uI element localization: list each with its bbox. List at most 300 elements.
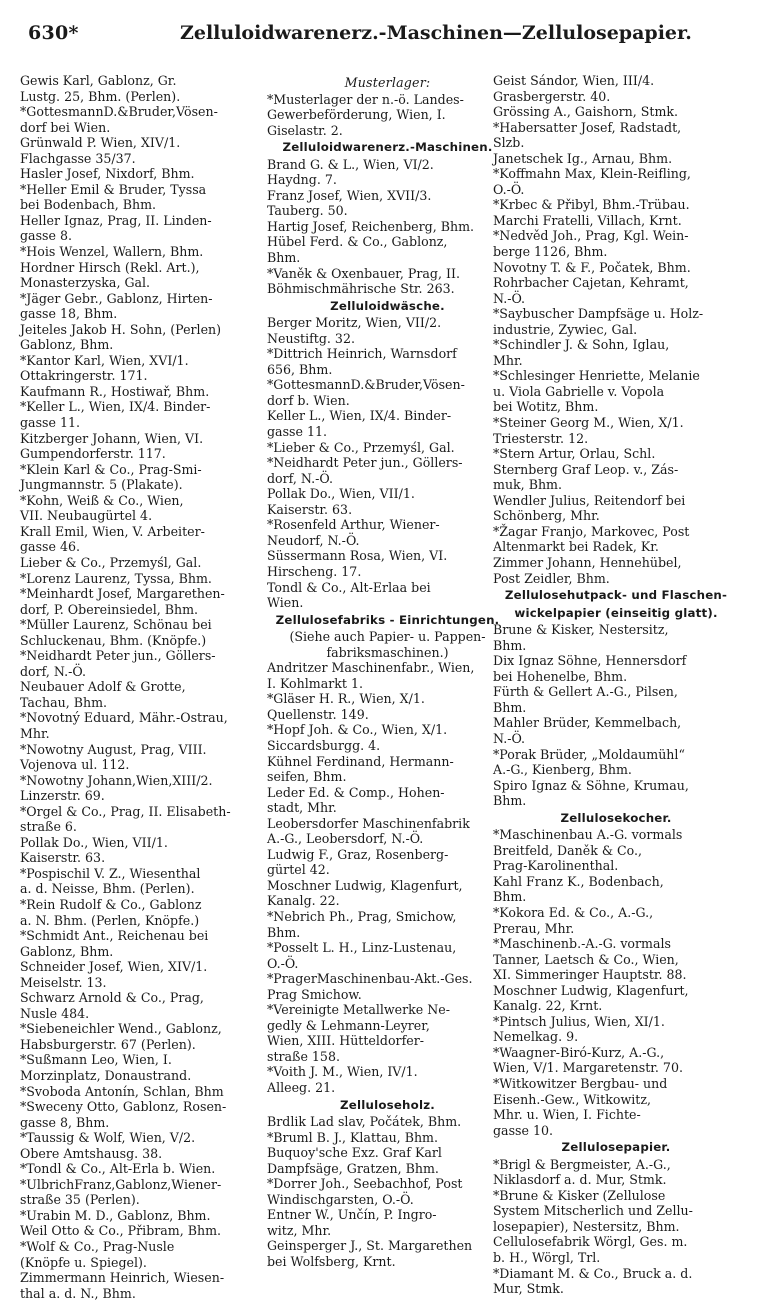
directory-entry (20, 896, 253, 928)
entry-line: *Siebeneichler Wend., Gablonz, (20, 1021, 222, 1037)
entry-line: Brdlik Lad slav, Počátek, Bhm. (267, 1114, 462, 1130)
directory-entry (493, 684, 731, 715)
directory-entry (493, 1013, 731, 1045)
entry-line: Kitzberger Johann, Wien, VI. (20, 430, 204, 446)
directory-entry (493, 1076, 731, 1138)
entry-line: losepapier), Nestersitz, Bhm. (493, 1218, 680, 1234)
entry-line: straße 158. (267, 1048, 340, 1064)
entry-line: Wien. (267, 595, 304, 611)
entry-line: *GottesmannD.&Bruder,Vösen- (267, 377, 465, 393)
entry-line: *Heller Emil & Bruder, Tyssa (20, 181, 207, 197)
entry-line: Marchi Fratelli, Villach, Krnt. (493, 212, 682, 228)
directory-entry (20, 834, 253, 866)
entry-line: I. Kohlmarkt 1. (267, 675, 363, 691)
entry-line: dorf, P. Obereinsiedel, Bhm. (20, 601, 199, 617)
directory-entry (20, 554, 253, 571)
entry-line: Flachgasse 35/37. (20, 150, 136, 166)
entry-line: Janetschek Ig., Arnau, Bhm. (493, 150, 673, 166)
entry-line: straße 35 (Perlen). (20, 1192, 140, 1208)
directory-entry (20, 648, 253, 679)
entry-line: Alleeg. 21. (267, 1080, 336, 1095)
entry-line: Jeiteles Jakob H. Sohn, (Perlen) (20, 321, 222, 337)
section-note (275, 629, 500, 660)
entry-line: *Kantor Karl, Wien, XVI/1. (20, 352, 189, 368)
entry-line: gasse 8. (20, 228, 72, 244)
entry-line: *Stern Artur, Orlau, Schl. (493, 446, 656, 462)
entry-line: Post Zeidler, Bhm. (493, 570, 610, 586)
entry-line: Wendler Julius, Reitendorf bei (493, 492, 686, 508)
entry-line: Schneider Josef, Wien, XIV/1. (20, 959, 208, 975)
entry-line: Hasler Josef, Nixdorf, Bhm. (20, 166, 195, 182)
entry-line: *Maschinenb.-A.-G. vormals (493, 936, 671, 952)
section-heading: Zelluloseholz. (340, 1097, 435, 1112)
entry-line: Tachau, Bhm. (20, 694, 108, 710)
entry-line: *Pospischil V. Z., Wiesenthal (20, 865, 201, 881)
directory-entry (20, 244, 253, 260)
entry-line: *Keller L., Wien, IX/4. Binder- (20, 399, 211, 415)
entry-line: *Koffmahn Max, Klein-Reifling, (493, 166, 691, 182)
directory-entry (20, 865, 253, 897)
column-middle (267, 73, 500, 1270)
entry-line: Kaiserstr. 63. (20, 850, 106, 866)
entry-line: Berger Moritz, Wien, VII/2. (267, 315, 442, 331)
directory-entry (20, 166, 253, 182)
entry-line: Wien, V/1. Margaretenstr. 70. (493, 1060, 683, 1076)
entry-line: Tauberg. 50. (267, 203, 348, 219)
entry-line: Prag Smichow. (267, 986, 362, 1002)
entry-line: Kanalg. 22. (267, 893, 340, 909)
directory-entry (267, 91, 500, 139)
entry-line: Meiselstr. 13. (20, 974, 107, 990)
directory-entry (267, 877, 500, 909)
entry-line: *Schlesinger Henriette, Melanie (493, 368, 700, 384)
directory-entry (20, 321, 253, 353)
entry-line: Leder Ed. & Comp., Hohen- (267, 784, 445, 800)
directory-entry (267, 439, 500, 456)
entry-line: Rohrbacher Cajetan, Kehramt, (493, 275, 689, 291)
entry-line: dorf, N.-Ö. (20, 663, 86, 679)
entry-line: Ottakringerstr. 171. (20, 368, 148, 384)
entry-line: Schwarz Arnold & Co., Prag, (20, 990, 204, 1006)
entry-line: *Žagar Franjo, Markovec, Post (493, 523, 690, 539)
entry-line: gasse 10. (493, 1122, 553, 1138)
entry-line: Lieber & Co., Przemyśl, Gal. (20, 554, 202, 570)
directory-entry (267, 1114, 500, 1130)
directory-entry (267, 1238, 500, 1270)
page-number: 630* (28, 22, 79, 44)
directory-entry (267, 1002, 500, 1064)
page-header (0, 22, 757, 52)
directory-entry (267, 846, 500, 878)
entry-line: Breitfeld, Daněk & Co., (493, 842, 643, 858)
entry-line: Habsburgerstr. 67 (Perlen). (20, 1036, 196, 1052)
entry-line: System Mitscherlich und Zellu- (493, 1203, 693, 1219)
entry-line: Linzerstr. 69. (20, 788, 105, 804)
entry-line: Eisenh.-Gew., Witkowitz, (493, 1091, 651, 1107)
directory-entry (267, 218, 500, 235)
entry-line: O.-Ö. (493, 181, 525, 197)
section-heading: Musterlager: (344, 75, 431, 90)
entry-line: *Orgel & Co., Prag, II. Elisabeth- (20, 803, 231, 819)
entry-line: muk, Bhm. (493, 477, 563, 493)
directory-entry (493, 904, 731, 936)
entry-line: Buquoy'sche Exz. Graf Karl (267, 1145, 442, 1161)
directory-entry (493, 873, 731, 905)
directory-entry (20, 1021, 253, 1052)
entry-line: *Schmidt Ant., Reichenau bei (20, 928, 209, 944)
directory-entry (20, 1176, 253, 1208)
entry-line: Moschner Ludwig, Klagenfurt, (267, 877, 463, 893)
entry-line: *Posselt L. H., Linz-Lustenau, (267, 940, 457, 956)
entry-line: *Brigl & Bergmeister, A.-G., (493, 1156, 671, 1172)
directory-entry (20, 461, 253, 493)
entry-line: a. d. Neisse, Bhm. (Perlen). (20, 881, 195, 897)
entry-line: Neubauer Adolf & Grotte, (20, 679, 186, 695)
entry-line: Dampfsäge, Gratzen, Bhm. (267, 1160, 439, 1176)
directory-entry (20, 1052, 253, 1083)
entry-line: bei Hohenelbe, Bhm. (493, 668, 628, 684)
entry-line: *Schindler J. & Sohn, Iglau, (493, 337, 670, 353)
entry-line: *Jäger Gebr., Gablonz, Hirten- (20, 290, 213, 306)
directory-entry (20, 492, 253, 524)
entry-line: *Vereinigte Metallwerke Ne- (267, 1002, 450, 1018)
directory-entry (493, 936, 731, 983)
directory-entry (267, 315, 500, 346)
directory-entry (493, 982, 731, 1014)
entry-line: *Taussig & Wolf, Wien, V/2. (20, 1130, 196, 1146)
entry-line: *Urabin M. D., Gablonz, Bhm. (20, 1207, 211, 1223)
entry-line: *Diamant M. & Co., Bruck a. d. (493, 1265, 693, 1281)
entry-line: Fürth & Gellert A.-G., Pilsen, (493, 684, 678, 700)
directory-entry (20, 959, 253, 990)
entry-line: bei Wolfsberg, Krnt. (267, 1254, 396, 1270)
entry-line: *Svoboda Antonín, Schlan, Bhm (20, 1083, 224, 1099)
directory-entry (493, 228, 731, 260)
directory-entry (493, 197, 731, 213)
entry-line: *Maschinenbau A.-G. vormals (493, 827, 683, 843)
entry-line: (Knöpfe u. Spiegel). (20, 1254, 147, 1270)
entry-line: *Waagner-Biró-Kurz, A.-G., (493, 1044, 665, 1060)
directory-entry (20, 430, 253, 462)
entry-line: Wien, XIII. Hütteldorfer- (267, 1033, 424, 1049)
entry-line: *Wolf & Co., Prag-Nusle (20, 1239, 175, 1255)
entry-line: Mur, Stmk. (493, 1281, 564, 1297)
entry-line: 656, Bhm. (267, 361, 333, 377)
directory-entry (267, 517, 500, 548)
directory-entry (20, 104, 253, 135)
entry-line: Sternberg Graf Leop. v., Zás- (493, 461, 679, 477)
entry-line: Ludwig F., Graz, Rosenberg- (267, 846, 449, 862)
entry-line: Neudorf, N.-Ö. (267, 532, 360, 548)
entry-line: straße 6. (20, 819, 77, 835)
entry-line: *Vaněk & Oxenbauer, Prag, II. (267, 265, 460, 281)
directory-entry (267, 1207, 500, 1238)
entry-line: *Steiner Georg M., Wien, X/1. (493, 415, 684, 431)
directory-entry (493, 715, 731, 746)
entry-line: *Bruml B. J., Klattau, Bhm. (267, 1129, 438, 1145)
entry-line: *Lorenz Laurenz, Tyssa, Bhm. (20, 570, 212, 586)
directory-entry (267, 722, 500, 753)
entry-line: Krall Emil, Wien, V. Arbeiter- (20, 523, 205, 539)
directory-entry (493, 415, 731, 446)
entry-line: *Witkowitzer Bergbau- und (493, 1076, 668, 1091)
directory-entry (20, 990, 253, 1021)
entry-line: bei Wotitz, Bhm. (493, 399, 599, 415)
entry-line: Bhm. (493, 889, 527, 905)
entry-line: Mhr. u. Wien, I. Fichte- (493, 1107, 641, 1123)
entry-line: Slzb. (493, 135, 525, 151)
entry-line: Pollak Do., Wien, VII/1. (267, 486, 415, 502)
directory-entry (267, 156, 500, 188)
entry-line: *Dorrer Joh., Seebachhof, Post (267, 1176, 463, 1192)
directory-entry (20, 772, 253, 804)
directory-entry (20, 259, 253, 291)
directory-entry (493, 1234, 731, 1266)
entry-line: gasse 8, Bhm. (20, 1114, 110, 1130)
directory-entry (267, 908, 500, 940)
directory-entry (20, 212, 253, 244)
entry-line: Kahl Franz K., Bodenbach, (493, 873, 664, 889)
directory-entry (20, 1239, 253, 1270)
directory-entry (493, 1044, 731, 1076)
entry-line: *Gläser H. R., Wien, X/1. (267, 691, 425, 707)
entry-line: Moschner Ludwig, Klagenfurt, (493, 982, 689, 998)
entry-line: b. H., Wörgl, Trl. (493, 1250, 601, 1266)
entry-line: u. Viola Gabrielle v. Vopola (493, 383, 665, 399)
entry-line: Bhm. (267, 250, 301, 266)
directory-entry (493, 104, 731, 120)
directory-entry (20, 679, 253, 710)
directory-entry (493, 1156, 731, 1188)
directory-entry (493, 777, 731, 809)
directory-entry (493, 259, 731, 276)
entry-line: berge 1126, Bhm. (493, 244, 608, 260)
directory-entry (20, 1083, 253, 1100)
entry-line: Windischgarsten, O.-Ö. (267, 1191, 414, 1207)
entry-line: Quellenstr. 149. (267, 706, 369, 722)
entry-line: witz, Mhr. (267, 1222, 332, 1238)
entry-line: Cellulosefabrik Wörgl, Ges. m. (493, 1234, 688, 1250)
entry-line: XI. Simmeringer Hauptstr. 88. (493, 967, 687, 983)
entry-line: Brand G. & L., Wien, VI/2. (267, 156, 434, 172)
entry-line: *Nedvěd Joh., Prag, Kgl. Wein- (493, 228, 689, 244)
directory-entry (267, 815, 500, 847)
entry-line: Bhm. (493, 699, 527, 715)
entry-line: *Hois Wenzel, Wallern, Bhm. (20, 244, 204, 260)
directory-entry (493, 119, 731, 151)
directory-entry (267, 971, 500, 1002)
entry-line: *Dittrich Heinrich, Warnsdorf (267, 346, 457, 362)
entry-line: *Musterlager der n.-ö. Landes- (267, 91, 464, 107)
entry-line: *Tondl & Co., Alt-Erla b. Wien. (20, 1161, 216, 1177)
entry-line: Mhr. (493, 352, 523, 368)
directory-entry (20, 352, 253, 384)
entry-line: Geinsperger J., St. Margarethen (267, 1238, 473, 1254)
entry-line: gasse 18, Bhm. (20, 306, 118, 322)
entry-line: Keller L., Wien, IX/4. Binder- (267, 408, 452, 424)
directory-entry (493, 446, 731, 462)
entry-line: N.-Ö. (493, 290, 526, 306)
entry-line: Grasbergerstr. 40. (493, 88, 611, 104)
entry-line: Gablonz, Bhm. (20, 943, 114, 959)
entry-line: Triesterstr. 12. (493, 430, 589, 446)
entry-line: gürtel 42. (267, 862, 330, 878)
directory-entry (20, 181, 253, 213)
entry-line: *Nebrich Ph., Prag, Smichow, (267, 908, 457, 924)
entry-line: *Neidhardt Peter jun., Göllers- (267, 455, 463, 471)
entry-line: *GottesmannD.&Bruder,Vösen- (20, 104, 218, 120)
column-left (20, 73, 253, 1301)
entry-line: *Saybuscher Dampfsäge u. Holz- (493, 306, 704, 322)
directory-entry (20, 1270, 253, 1301)
entry-line: Morzinplatz, Donaustrand. (20, 1068, 192, 1083)
entry-line: gasse 11. (20, 415, 80, 431)
entry-line: Neustiftg. 32. (267, 330, 355, 346)
directory-entry (20, 1223, 253, 1239)
directory-entry (493, 523, 731, 555)
entry-line: Novotny T. & F., Počatek, Bhm. (493, 259, 691, 275)
directory-entry (267, 408, 500, 440)
directory-entry (267, 548, 500, 579)
directory-entry (20, 383, 253, 400)
entry-line: *PragerMaschinenbau-Akt.-Ges. (267, 971, 473, 987)
entry-line: gasse 11. (267, 424, 327, 440)
entry-line: *Neidhardt Peter jun., Göllers- (20, 648, 216, 664)
section-heading: Zellulosekocher. (560, 810, 672, 825)
entry-line: *Kokora Ed. & Co., A.-G., (493, 904, 654, 920)
entry-line: Brune & Kisker, Nestersitz, (493, 622, 669, 638)
entry-line: *Rein Rudolf & Co., Gablonz (20, 896, 202, 912)
directory-entry (493, 166, 731, 197)
entry-line: *Sweceny Otto, Gablonz, Rosen- (20, 1099, 227, 1115)
directory-entry (20, 73, 253, 104)
entry-line: thal a. d. N., Bhm. (20, 1285, 136, 1301)
directory-entry (493, 461, 731, 493)
entry-line: *Meinhardt Josef, Margarethen- (20, 586, 225, 602)
entry-line: Zimmermann Heinrich, Wiesen- (20, 1270, 225, 1286)
directory-entry (493, 492, 731, 524)
directory-entry (267, 346, 500, 377)
entry-line: *Pintsch Julius, Wien, XI/1. (493, 1013, 665, 1029)
entry-line: A.-G., Leobersdorf, N.-Ö. (267, 831, 424, 847)
entry-line: Dix Ignaz Söhne, Hennersdorf (493, 653, 687, 669)
entry-line: Gumpendorferstr. 117. (20, 446, 166, 462)
entry-line: Bhm. (493, 637, 527, 653)
directory-entry (267, 1064, 500, 1095)
section-heading: Zellulosepapier. (561, 1140, 671, 1155)
entry-line: *Voith J. M., Wien, IV/1. (267, 1064, 418, 1080)
entry-line: Andritzer Maschinenfabr., Wien, (267, 660, 475, 676)
entry-line: Niklasdorf a. d. Mur, Stmk. (493, 1172, 667, 1188)
section-heading: Zelluloidwarenerz.-Maschinen. (282, 140, 493, 155)
directory-entry (20, 617, 253, 648)
entry-line: *Porak Brüder, „Moldaumühl“ (493, 746, 685, 762)
directory-entry (493, 1187, 731, 1235)
entry-line: (Siehe auch Papier- u. Pappen- (289, 629, 486, 645)
directory-entry (493, 554, 731, 586)
directory-entry (20, 586, 253, 617)
entry-line: Mhr. (20, 725, 50, 741)
directory-entry (267, 486, 500, 517)
entry-line: Gablonz, Bhm. (20, 337, 114, 353)
entry-line: Jungmannstr. 5 (Plakate). (20, 477, 183, 493)
entry-line: fabriksmaschinen.) (326, 644, 449, 660)
column-right (493, 73, 731, 1297)
entry-line: Altenmarkt bei Radek, Kr. (493, 539, 659, 555)
entry-line: Heller Ignaz, Prag, II. Linden- (20, 212, 212, 228)
section-heading: wickelpapier (einseitig glatt). (514, 605, 718, 620)
entry-line: Süssermann Rosa, Wien, VI. (267, 548, 448, 564)
entry-line: Kaufmann R., Hostiwař, Bhm. (20, 383, 210, 399)
directory-entry (493, 622, 731, 653)
entry-line: A.-G., Kienberg, Bhm. (493, 762, 632, 778)
directory-entry (20, 135, 253, 166)
entry-line: Franz Josef, Wien, XVII/3. (267, 187, 432, 203)
directory-entry (267, 187, 500, 219)
directory-entry (493, 337, 731, 368)
directory-entry (267, 784, 500, 816)
entry-line: Lustg. 25, Bhm. (Perlen). (20, 88, 181, 104)
directory-entry (493, 1265, 731, 1297)
entry-line: Giselastr. 2. (267, 122, 343, 138)
entry-line: *Rosenfeld Arthur, Wiener- (267, 517, 440, 533)
directory-entry (267, 234, 500, 266)
entry-line: Hartig Josef, Reichenberg, Bhm. (267, 218, 475, 234)
entry-line: Böhmischmährische Str. 263. (267, 281, 455, 297)
entry-line: Pollak Do., Wien, VII/1. (20, 834, 168, 850)
entry-line: Mahler Brüder, Kemmelbach, (493, 715, 682, 731)
entry-line: Kühnel Ferdinand, Hermann- (267, 753, 454, 769)
directory-entry (20, 928, 253, 959)
entry-line: Schluckenau, Bhm. (Knöpfe.) (20, 632, 207, 648)
entry-line: *Brune & Kisker (Zellulose (493, 1187, 666, 1203)
entry-line: Bhm. (493, 793, 527, 809)
directory-entry (493, 212, 731, 229)
directory-entry (20, 1161, 253, 1177)
entry-line: *Klein Karl & Co., Prag-Smi- (20, 461, 202, 477)
directory-entry (267, 753, 500, 785)
entry-line: O.-Ö. (267, 955, 299, 971)
entry-line: Hordner Hirsch (Rekl. Art.), (20, 259, 200, 275)
directory-entry (267, 1145, 500, 1176)
entry-line: VII. Neubaugürtel 4. (20, 508, 153, 524)
entry-line: *Sußmann Leo, Wien, I. (20, 1052, 172, 1068)
entry-line: gasse 46. (20, 539, 80, 555)
directory-entry (267, 1176, 500, 1207)
entry-line: Gewerbeförderung, Wien, I. (267, 107, 446, 123)
directory-entry (20, 290, 253, 322)
entry-line: Nusle 484. (20, 1005, 90, 1021)
directory-entry (267, 265, 500, 297)
entry-line: dorf, N.-Ö. (267, 470, 333, 486)
entry-line: dorf bei Wien. (20, 119, 111, 135)
directory-entry (267, 660, 500, 691)
entry-line: Weil Otto & Co., Přibram, Bhm. (20, 1223, 222, 1239)
entry-line: Kanalg. 22, Krnt. (493, 998, 603, 1014)
directory-entry (267, 940, 500, 971)
section-heading: Zellulosehutpack- und Flaschen- (504, 588, 728, 603)
entry-line: *Novotný Eduard, Mähr.-Ostrau, (20, 710, 228, 726)
entry-line: Bhm. (267, 924, 301, 940)
entry-line: *Müller Laurenz, Schönau bei (20, 617, 212, 633)
entry-line: Siccardsburgg. 4. (267, 737, 381, 753)
entry-line: Grünwald P. Wien, XIV/1. (20, 135, 181, 151)
entry-line: seifen, Bhm. (267, 769, 347, 785)
entry-line: *Krbec & Přibyl, Bhm.-Trübau. (493, 197, 690, 213)
directory-entry (20, 1130, 253, 1161)
directory-entry (20, 399, 253, 431)
directory-entry (493, 275, 731, 306)
